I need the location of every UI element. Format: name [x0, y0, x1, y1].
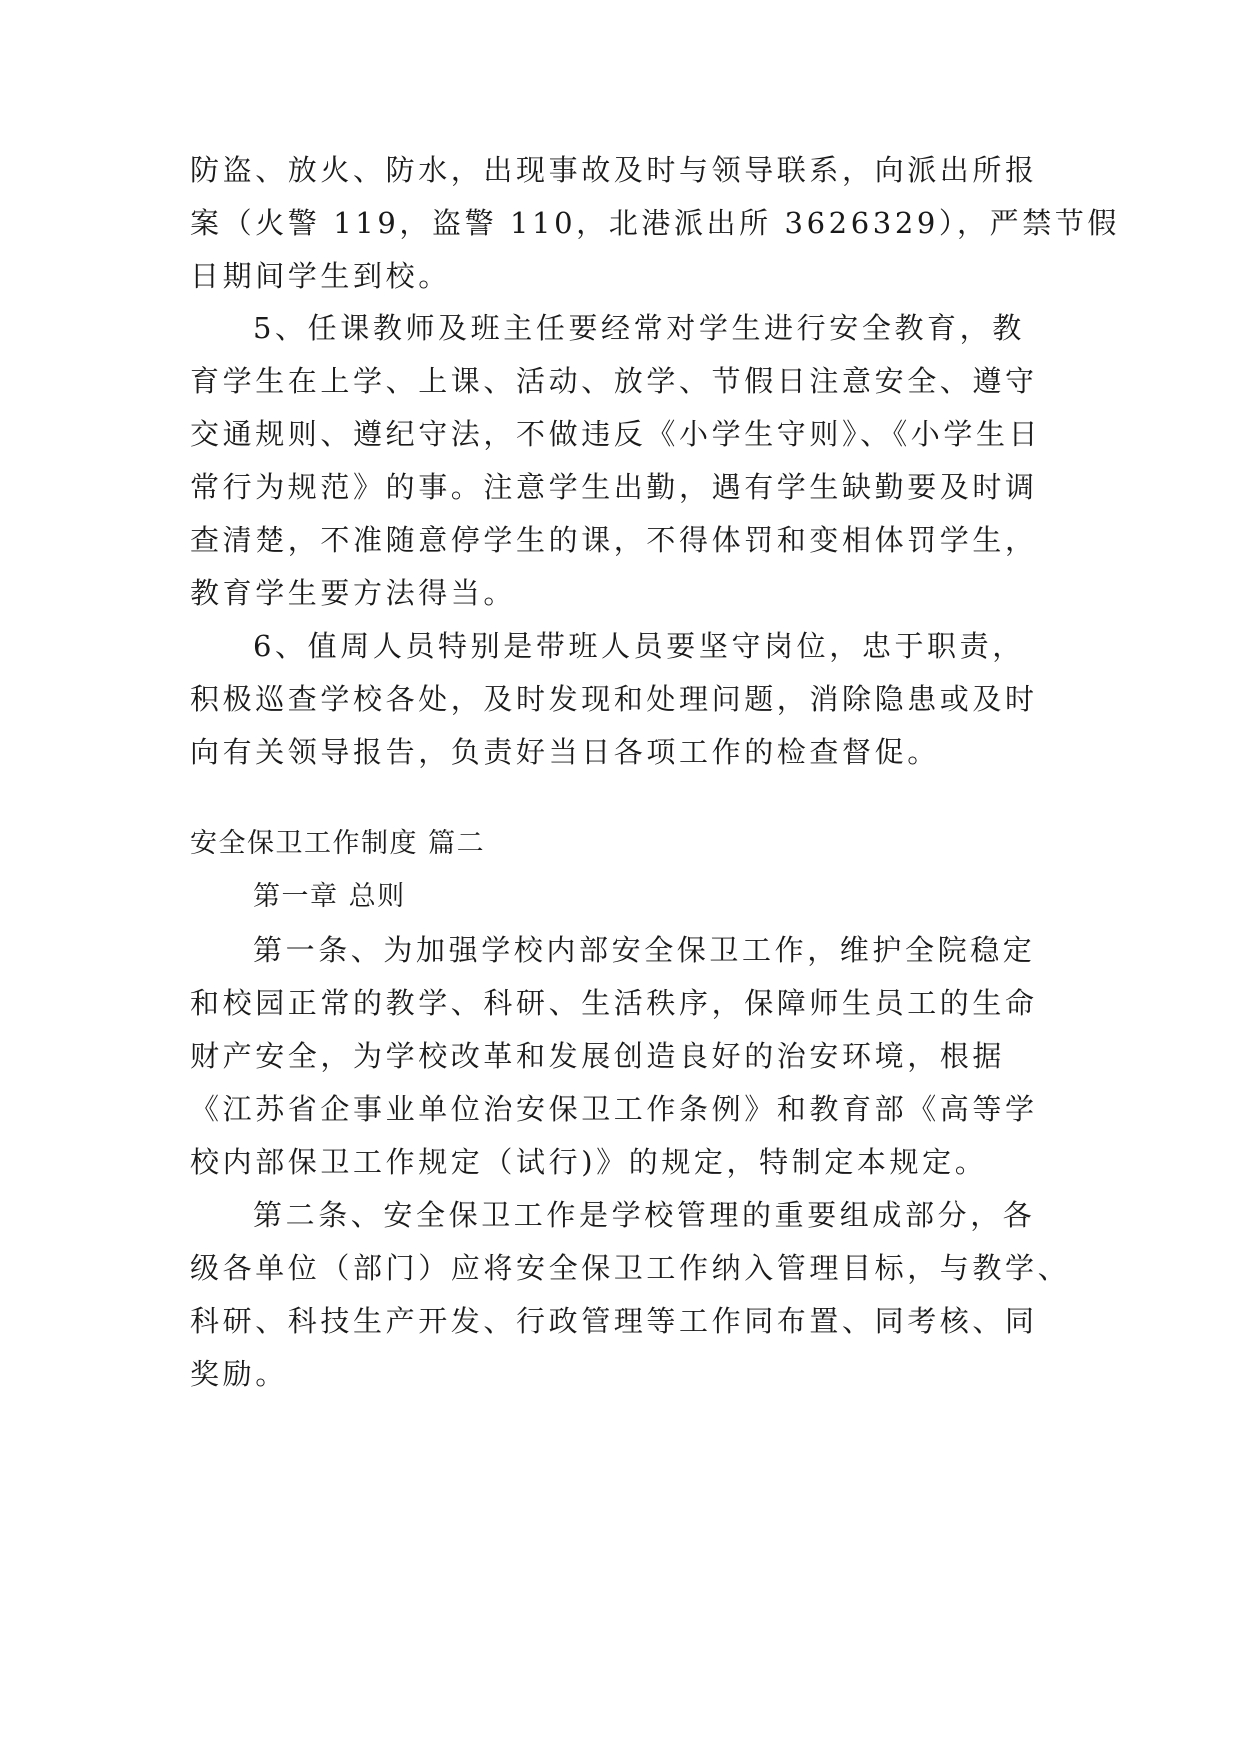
text-line: 奖励。 — [190, 1357, 288, 1391]
text-line: 交通规则、遵纪守法，不做违反《小学生守则》、《小学生日 — [190, 417, 1042, 451]
text-line: 科研、科技生产开发、行政管理等工作同布置、同考核、同 — [190, 1304, 1038, 1338]
text-line: 积极巡查学校各处，及时发现和处理问题，消除隐患或及时 — [190, 682, 1038, 716]
text-line: 防盗、放火、防水，出现事故及时与领导联系，向派出所报 — [190, 153, 1038, 187]
text-line: 和校园正常的教学、科研、生活秩序，保障师生员工的生命 — [190, 986, 1038, 1020]
text-line: 第一条、为加强学校内部安全保卫工作，维护全院稳定 — [253, 933, 1036, 967]
text-line: 《江苏省企事业单位治安保卫工作条例》和教育部《高等学 — [190, 1092, 1038, 1126]
text-line: 教育学生要方法得当。 — [190, 576, 517, 610]
chapter-heading: 第一章 总则 — [253, 881, 406, 912]
text-line: 常行为规范》的事。注意学生出勤，遇有学生缺勤要及时调 — [190, 470, 1038, 504]
text-line: 日期间学生到校。 — [190, 259, 451, 293]
text-line: 5、任课教师及班主任要经常对学生进行安全教育，教 — [253, 311, 1025, 345]
text-line: 向有关领导报告，负责好当日各项工作的检查督促。 — [190, 735, 940, 769]
text-line: 校内部保卫工作规定（试行)》的规定，特制定本规定。 — [190, 1145, 988, 1179]
text-line: 案（火警 119，盗警 110，北港派出所 3626329），严禁节假 — [190, 206, 1121, 240]
text-line: 6、值周人员特别是带班人员要坚守岗位，忠于职责， — [253, 629, 1025, 663]
text-line: 育学生在上学、上课、活动、放学、节假日注意安全、遵守 — [190, 364, 1038, 398]
text-line: 第二条、安全保卫工作是学校管理的重要组成部分，各 — [253, 1198, 1036, 1232]
text-line: 级各单位（部门）应将安全保卫工作纳入管理目标，与教学、 — [190, 1251, 1071, 1285]
section-title: 安全保卫工作制度 篇二 — [190, 828, 486, 859]
text-line: 查清楚，不准随意停学生的课，不得体罚和变相体罚学生， — [190, 523, 1038, 557]
text-line: 财产安全，为学校改革和发展创造良好的治安环境，根据 — [190, 1039, 1006, 1073]
